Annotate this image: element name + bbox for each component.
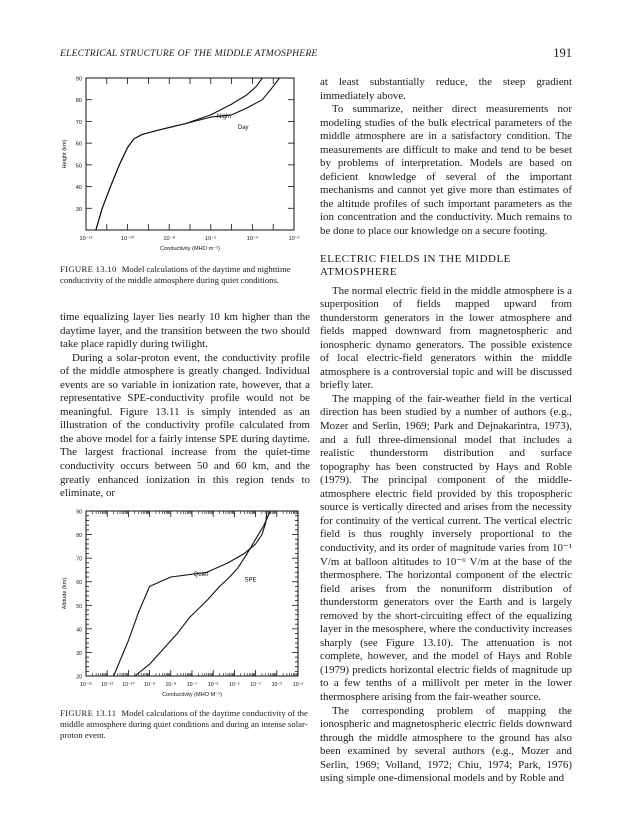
running-title: ELECTRICAL STRUCTURE OF THE MIDDLE ATMOSPHERE <box>60 48 318 59</box>
page-number: 191 <box>553 46 572 60</box>
body-paragraph: During a solar-proton event, the conductivity profile of the middle atmosphere is greatly changed. Individual events are so variable in ionization rate, however, that a representative SPE-conductivity profile would not be meaningful. Figure 13.11 is simply intended as an illustration of the conductivity profile calculated from the above model for a fairly intense SPE during daytime. The largest fractional increase from the quiet-time conductivity occurs between 50 and 60 km, and the greatly enhanced ionization in this region tends to eliminate, or <box>60 351 310 500</box>
x-tick-label: 10⁻⁸ <box>163 236 175 242</box>
y-tick-label: 70 <box>75 119 82 126</box>
x-tick-label: 10⁻⁴ <box>250 682 261 688</box>
x-tick-label: 10⁻⁸ <box>165 682 177 688</box>
y-tick-label: 70 <box>76 556 82 563</box>
series-line-night <box>96 78 262 230</box>
figure-13-10-chart <box>60 74 310 254</box>
left-text-column <box>60 311 310 501</box>
body-paragraph: time equalizing layer lies nearly 10 km higher than the daytime layer, and the transition between the two should take place rapidly during twilight. <box>60 311 310 351</box>
y-tick-label: 80 <box>76 533 82 540</box>
y-tick-label: 40 <box>75 185 82 192</box>
caption-text: Model calculations of the daytime conductivity of the middle atmosphere during quiet conditions and during an intense solar-proton event. <box>60 708 308 740</box>
y-tick-label: 90 <box>76 509 82 516</box>
body-paragraph: The normal electric field in the middle atmosphere is a superposition of fields mapped upward from thunderstorm generators in the lower atmosphere and fields mapped downward from magnetospheric and ionospheric dynamo generators. The possible existence of local electric-field generators within the middle atmosphere is a controversial topic and will be discussed briefly later. <box>320 284 572 392</box>
figure-label: FIGURE 13.10 <box>60 264 117 274</box>
y-tick-label: 20 <box>76 674 82 681</box>
x-axis-label: Conductivity (MHO m⁻¹) <box>160 246 220 252</box>
y-tick-label: 80 <box>75 98 82 105</box>
running-header <box>60 48 572 62</box>
x-tick-label: 10⁻⁶ <box>207 682 219 688</box>
y-tick-label: 90 <box>75 76 82 83</box>
x-tick-label: 10⁻¹⁰ <box>122 682 135 688</box>
x-tick-label: 10⁻³ <box>271 682 282 688</box>
series-annotation: SPE <box>244 577 257 584</box>
x-tick-label: 10⁻¹² <box>80 682 92 688</box>
x-tick-label: 10⁻⁴ <box>246 236 259 242</box>
x-tick-label: 10⁻¹⁰ <box>120 236 135 242</box>
section-heading: ELECTRIC FIELDS IN THE MIDDLE ATMOSPHERE <box>320 252 511 278</box>
x-axis-label: Conductivity (MHO M⁻¹) <box>162 692 222 698</box>
series-line-quiet <box>114 511 268 676</box>
body-paragraph: The mapping of the fair-weather field in the vertical direction has been studied by a number of authors (e.g., Mozer and Serlin, 1969; Park and Dejnakarintra, 1973), and a full three-dimensional model that includes a realistic thunderstorm distribution and surface topography has been constructed by Hays and Roble (1979). The principal component of the middle-atmosphere electric field provided by this tropospheric source is vertically directed and arises from the necessity for continuity of the vertical current. The vertical electric field is thus roughly inversely proportional to the conductivity, and its order of magnitude varies from 10⁻¹ V/m at balloon altitudes to 10⁻⁶ V/m at the base of the thermosphere. The horizontal component of the electric field arises from the nonuniform distribution of thunderstorm generators over the Earth and is largely removed by the short-circuiting effect of the equalizing layer in the mesosphere, where the conductivity increases sharply (see Figure 13.10). The attenuation is not complete, however, and the model of Hays and Roble (1979) predicts horizontal electric fields of magnitude up to a few tenths of a millivolt per meter in the lower thermosphere arising from the fair-weather source. <box>320 392 572 703</box>
x-tick-label: 10⁻² <box>288 236 300 242</box>
plot-frame <box>86 78 294 230</box>
body-paragraph: The corresponding problem of mapping the ionospheric and magnetospheric electric fields downward through the middle atmosphere to the ground has also been examined by several authors (e.g., Mozer and Serlin, 1969; Volland, 1972; Chiu, 1974; Park, 1976) using simple one-dimensional models and by Roble and <box>320 704 572 785</box>
y-tick-label: 60 <box>76 580 82 587</box>
series-annotation: Night <box>217 114 232 121</box>
figure-label: FIGURE 13.11 <box>60 708 117 718</box>
y-tick-label: 30 <box>75 206 82 213</box>
series-line-spe <box>135 511 271 676</box>
y-tick-label: 30 <box>76 650 82 657</box>
right-text-column <box>320 76 572 786</box>
figure-13-11-caption <box>60 708 310 741</box>
series-line-day <box>96 78 280 230</box>
plot-frame <box>86 511 298 676</box>
figure-13-11-chart <box>60 506 310 701</box>
y-tick-label: 50 <box>75 163 82 170</box>
series-annotation: Quiet <box>193 571 209 578</box>
y-tick-label: 50 <box>76 603 82 610</box>
x-tick-label: 10⁻² <box>292 682 304 688</box>
series-annotation: Day <box>237 125 249 132</box>
x-tick-label: 10⁻⁹ <box>144 682 155 688</box>
x-tick-label: 10⁻¹¹ <box>101 682 114 688</box>
x-tick-label: 10⁻⁶ <box>205 236 217 242</box>
caption-text: Model calculations of the daytime and nighttime conductivity of the middle atmosphere during quiet conditions. <box>60 264 291 285</box>
x-tick-label: 10⁻⁷ <box>186 682 198 688</box>
figure-13-10-caption <box>60 264 310 286</box>
x-tick-label: 10⁻¹² <box>79 236 93 242</box>
body-paragraph: at least substantially reduce, the steep gradient immediately above. <box>320 76 572 102</box>
y-axis-label: Height (km) <box>62 139 68 169</box>
y-tick-label: 40 <box>76 627 82 634</box>
y-axis-label: Altitude (km) <box>62 577 68 610</box>
body-paragraph: To summarize, neither direct measurements nor modeling studies of the bulk electrical parameters of the middle atmosphere are in a satisfactory condition. The measurements are difficult to make and tend to be beset by problems of interpretation. Models are based on deficient knowledge of several of the important mechanisms and cannot yet give more than estimates of the altitude profiles of such important parameters as the ion concentration and the conductivity. Much remains to be done to place our knowledge on a secure footing. <box>320 103 572 238</box>
y-tick-label: 60 <box>75 141 82 148</box>
x-tick-label: 10⁻⁵ <box>229 682 240 688</box>
